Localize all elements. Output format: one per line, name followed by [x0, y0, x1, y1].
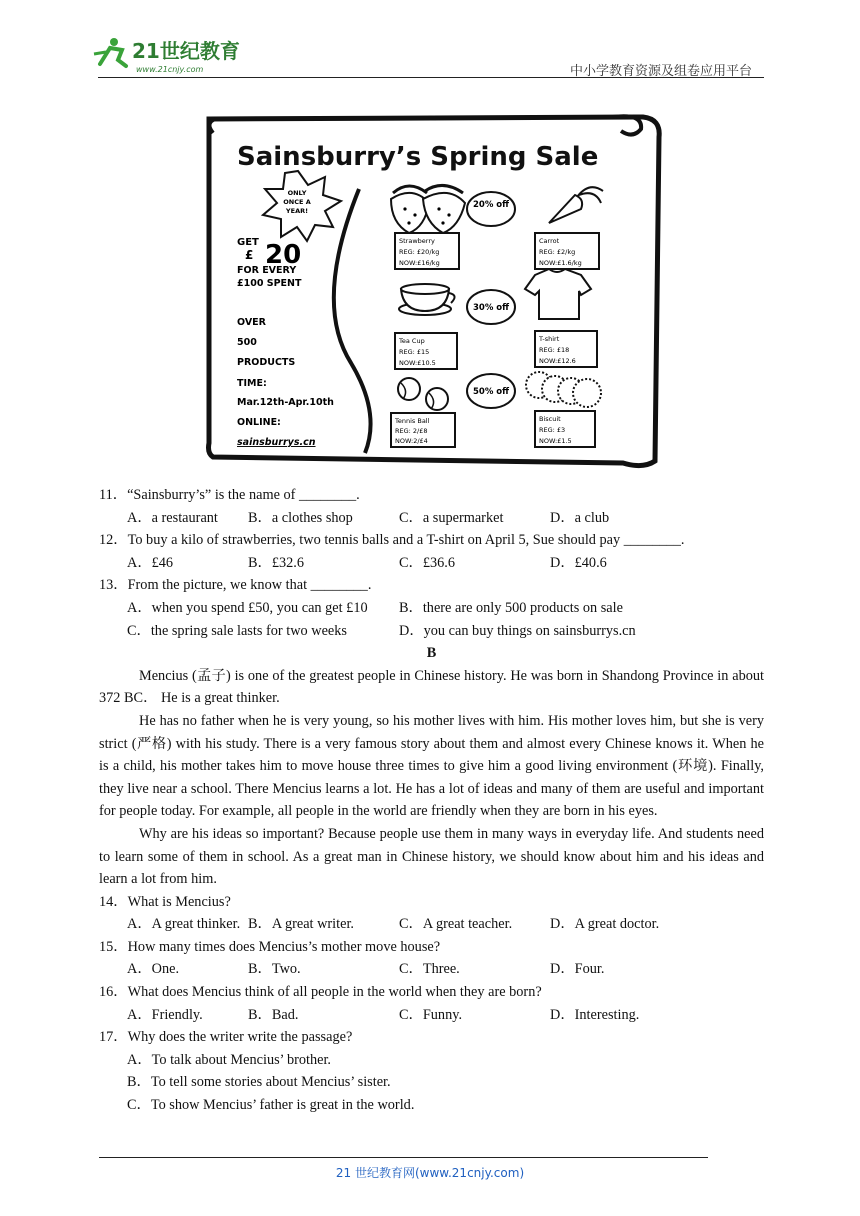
- question-16: 16．What does Mencius think of all people in the world when they are born?: [99, 984, 542, 1001]
- question-11: 11．“Sainsburry’s” is the name of ________.: [99, 487, 360, 503]
- option-b: B．a clothes shop: [248, 509, 353, 526]
- option-a: A．Friendly.: [127, 1006, 203, 1023]
- option-d: D．Four.: [550, 961, 605, 978]
- option-b: B．Bad.: [248, 1006, 299, 1023]
- platform-name: 中小学教育资源及组卷应用平台: [570, 64, 753, 79]
- footer-link[interactable]: 21 世纪教育网(www.21cnjy.com): [335, 1166, 525, 1180]
- question-13: 13．From the picture, we know that ________.: [99, 577, 372, 594]
- option-a: A．when you spend £50, you can get £10: [127, 599, 368, 616]
- option-b: B．£32.6: [248, 554, 305, 571]
- poster-title: Sainsburry’s Spring Sale: [237, 142, 599, 172]
- price-tag-tennis-ball: [391, 413, 455, 447]
- question-15-options: [99, 958, 764, 981]
- burst-line-3: YEAR!: [285, 207, 309, 215]
- question-17-option-b-row: [99, 1071, 764, 1094]
- question-17-option-a-row: [99, 1049, 764, 1072]
- option-b: B．there are only 500 products on sale: [399, 599, 623, 616]
- question-14: 14．What is Mencius?: [99, 893, 231, 910]
- option-c: C．Three.: [399, 961, 460, 978]
- question-17-option-c-row: [99, 1094, 764, 1117]
- header-divider: [98, 77, 764, 78]
- price-tag-tea-cup: [395, 333, 457, 369]
- question-12-options: [99, 552, 764, 575]
- info-products: PRODUCTS: [237, 357, 296, 368]
- option-c: C．the spring sale lasts for two weeks: [127, 622, 347, 639]
- site-logo: [92, 34, 262, 76]
- svg-text:Strawberry: Strawberry: [399, 237, 435, 245]
- option-c: C．a supermarket: [399, 509, 504, 526]
- svg-text:REG: £2/kg: REG: £2/kg: [539, 248, 576, 256]
- passage-paragraph-2: He has no father when he is very young, so his mother lives with him. His mother loves him, but she is very strict (严格) with his study. There is a very famous story about them and almost every Chinese knows it. When he is a child, his mother takes him to move house three times to give him a good living environment (环境). Finally, they live near a school. There Mencius learns a lot. He has a lot of ideas and many of them are useful and important for people today. For example, all people in the world are friendly when they are born in his eyes.: [99, 712, 764, 820]
- price-tag-carrot: [535, 233, 599, 269]
- option-a: A．To talk about Mencius’ brother.: [127, 1051, 332, 1068]
- discount-20-text: 20% off: [472, 200, 510, 210]
- option-d: D．Interesting.: [550, 1006, 640, 1023]
- option-d: D．you can buy things on sainsburrys.cn: [399, 622, 636, 639]
- info-dates: Mar.12th-Apr.10th: [237, 397, 334, 408]
- svg-text:REG: 2/£8: REG: 2/£8: [395, 427, 428, 435]
- question-15: 15．How many times does Mencius’s mother move house?: [99, 938, 441, 955]
- promo-line-2: £100 SPENT: [237, 278, 302, 289]
- discount-50-text: 50% off: [472, 387, 510, 397]
- svg-text:Tea Cup: Tea Cup: [399, 337, 425, 345]
- question-13-options-row1: [99, 597, 764, 620]
- option-a: A．£46: [127, 554, 174, 571]
- sale-poster: [203, 113, 665, 473]
- option-d: D．£40.6: [550, 554, 607, 571]
- svg-text:REG: £18: REG: £18: [539, 346, 570, 354]
- info-online: ONLINE:: [237, 417, 281, 428]
- tea-cup-icon: [399, 284, 455, 315]
- section-heading: B: [426, 645, 437, 662]
- svg-text:Tennis Ball: Tennis Ball: [395, 417, 430, 425]
- footer-divider: [99, 1157, 708, 1158]
- option-c: C．A great teacher.: [399, 916, 513, 933]
- option-c: C．To show Mencius’ father is great in the world.: [127, 1097, 415, 1114]
- option-d: D．a club: [550, 509, 610, 526]
- logo-text: 21世纪教育: [132, 39, 240, 63]
- svg-text:NOW:2/£4: NOW:2/£4: [395, 437, 428, 445]
- discount-badge-20: [467, 192, 515, 226]
- svg-text:REG: £15: REG: £15: [399, 348, 430, 356]
- promo-get: GET: [237, 237, 259, 248]
- discount-badge-50: [467, 374, 515, 408]
- option-c: C．£36.6: [399, 554, 456, 571]
- passage-paragraph-3: Why are his ideas so important? Because people use them in many ways in everyday life. And students need to learn some of them in school. As a great man in Chinese history, we should know about him and his ideas and learn a lot from him.: [99, 825, 764, 888]
- burst-line-1: ONLY: [287, 189, 307, 197]
- question-13-options-row2: [99, 620, 764, 643]
- promo-line-1: FOR EVERY: [237, 265, 297, 276]
- question-12: 12．To buy a kilo of strawberries, two tennis balls and a T-shirt on April 5, Sue should pay ________.: [99, 532, 685, 549]
- option-a: A．One.: [127, 961, 180, 978]
- option-a: A．a restaurant: [127, 509, 218, 526]
- svg-text:Biscuit: Biscuit: [539, 415, 561, 423]
- svg-text:NOW:£12.6: NOW:£12.6: [539, 357, 576, 365]
- price-tag-t-shirt: [535, 331, 597, 367]
- question-16-options: [99, 1004, 764, 1027]
- price-tag-strawberry: [395, 233, 459, 269]
- question-11-options: [99, 507, 764, 530]
- logo-url: www.21cnjy.com: [136, 65, 204, 74]
- svg-text:NOW:£1.6/kg: NOW:£1.6/kg: [539, 259, 582, 267]
- svg-text:NOW:£1.5: NOW:£1.5: [539, 437, 572, 445]
- svg-text:Carrot: Carrot: [539, 237, 560, 245]
- promo-currency: £: [245, 248, 254, 262]
- option-a: A．A great thinker.: [127, 916, 241, 933]
- option-c: C．Funny.: [399, 1006, 463, 1023]
- passage-paragraph-1: Mencius (孟子) is one of the greatest people in Chinese history. He was born in Shandong Province in about 372 BC． He is a great thinker.: [99, 667, 764, 707]
- option-b: B．Two.: [248, 961, 301, 978]
- info-website: sainsburrys.cn: [237, 437, 316, 448]
- info-500: 500: [237, 337, 257, 348]
- question-14-options: [99, 913, 764, 936]
- svg-text:NOW:£10.5: NOW:£10.5: [399, 359, 436, 367]
- price-tag-biscuit: [535, 411, 595, 447]
- burst-line-2: ONCE A: [283, 198, 311, 206]
- discount-30-text: 30% off: [472, 303, 510, 313]
- option-b: B．To tell some stories about Mencius’ sister.: [127, 1074, 391, 1091]
- option-b: B．A great writer.: [248, 916, 355, 933]
- svg-text:REG: £20/kg: REG: £20/kg: [399, 248, 440, 256]
- svg-text:T-shirt: T-shirt: [539, 335, 560, 343]
- info-time: TIME:: [237, 378, 267, 389]
- info-over: OVER: [237, 317, 266, 328]
- option-d: D．A great doctor.: [550, 916, 660, 933]
- question-17: 17．Why does the writer write the passage?: [99, 1029, 353, 1046]
- promo-amount: 20: [265, 240, 302, 270]
- svg-text:NOW:£16/kg: NOW:£16/kg: [399, 259, 440, 267]
- discount-badge-30: [467, 290, 515, 324]
- exam-content: [99, 484, 764, 1117]
- svg-text:REG: £3: REG: £3: [539, 426, 566, 434]
